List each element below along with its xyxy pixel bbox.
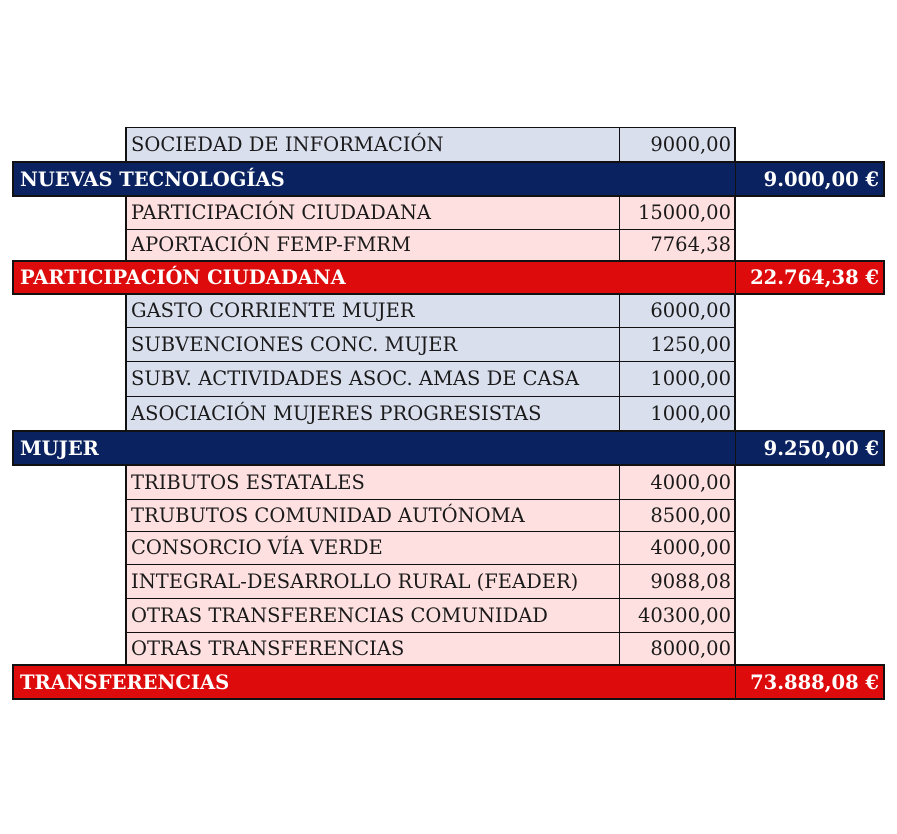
item-value-cell[interactable]: 1000,00 bbox=[619, 396, 736, 431]
item-label-cell[interactable]: APORTACIÓN FEMP-FMRM bbox=[125, 229, 621, 261]
item-label-cell[interactable]: INTEGRAL-DESARROLLO RURAL (FEADER) bbox=[125, 564, 621, 599]
item-value-cell[interactable]: 4000,00 bbox=[619, 531, 736, 565]
table-row bbox=[0, 396, 897, 431]
item-value-cell[interactable]: 40300,00 bbox=[619, 598, 736, 633]
section-total-row bbox=[0, 161, 897, 197]
table-row bbox=[0, 564, 897, 599]
item-label-cell[interactable]: CONSORCIO VÍA VERDE bbox=[125, 531, 621, 565]
section-total-value[interactable]: 9.000,00 € bbox=[735, 161, 885, 197]
section-total-value[interactable]: 9.250,00 € bbox=[735, 430, 885, 466]
table-row bbox=[0, 465, 897, 500]
table-row bbox=[0, 196, 897, 230]
item-label-cell[interactable]: SUBVENCIONES CONC. MUJER bbox=[125, 327, 621, 362]
table-row bbox=[0, 361, 897, 397]
table-row bbox=[0, 632, 897, 665]
section-total-row bbox=[0, 260, 897, 295]
table-row bbox=[0, 127, 897, 162]
section-total-value[interactable]: 73.888,08 € bbox=[735, 664, 885, 700]
section-total-label[interactable]: PARTICIPACIÓN CIUDADANA bbox=[12, 260, 736, 295]
item-value-cell[interactable]: 4000,00 bbox=[619, 465, 736, 500]
section-total-label[interactable]: TRANSFERENCIAS bbox=[12, 664, 736, 700]
section-total-label[interactable]: NUEVAS TECNOLOGÍAS bbox=[12, 161, 736, 197]
section-total-row bbox=[0, 664, 897, 700]
item-value-cell[interactable]: 1250,00 bbox=[619, 327, 736, 362]
table-row bbox=[0, 294, 897, 328]
item-value-cell[interactable]: 9000,00 bbox=[619, 127, 736, 162]
item-label-cell[interactable]: GASTO CORRIENTE MUJER bbox=[125, 294, 621, 328]
item-label-cell[interactable]: TRUBUTOS COMUNIDAD AUTÓNOMA bbox=[125, 499, 621, 532]
item-label-cell[interactable]: ASOCIACIÓN MUJERES PROGRESISTAS bbox=[125, 396, 621, 431]
table-row bbox=[0, 598, 897, 633]
item-label-cell[interactable]: PARTICIPACIÓN CIUDADANA bbox=[125, 196, 621, 230]
table-row bbox=[0, 229, 897, 261]
section-total-row bbox=[0, 430, 897, 466]
section-total-value[interactable]: 22.764,38 € bbox=[735, 260, 885, 295]
table-row bbox=[0, 499, 897, 532]
table-row bbox=[0, 531, 897, 565]
item-value-cell[interactable]: 8000,00 bbox=[619, 632, 736, 665]
item-value-cell[interactable]: 7764,38 bbox=[619, 229, 736, 261]
item-label-cell[interactable]: SUBV. ACTIVIDADES ASOC. AMAS DE CASA bbox=[125, 361, 621, 397]
item-value-cell[interactable]: 9088,08 bbox=[619, 564, 736, 599]
item-label-cell[interactable]: OTRAS TRANSFERENCIAS bbox=[125, 632, 621, 665]
item-value-cell[interactable]: 1000,00 bbox=[619, 361, 736, 397]
item-value-cell[interactable]: 6000,00 bbox=[619, 294, 736, 328]
item-value-cell[interactable]: 15000,00 bbox=[619, 196, 736, 230]
item-value-cell[interactable]: 8500,00 bbox=[619, 499, 736, 532]
item-label-cell[interactable]: SOCIEDAD DE INFORMACIÓN bbox=[125, 127, 621, 162]
item-label-cell[interactable]: OTRAS TRANSFERENCIAS COMUNIDAD bbox=[125, 598, 621, 633]
table-row bbox=[0, 327, 897, 362]
item-label-cell[interactable]: TRIBUTOS ESTATALES bbox=[125, 465, 621, 500]
section-total-label[interactable]: MUJER bbox=[12, 430, 736, 466]
